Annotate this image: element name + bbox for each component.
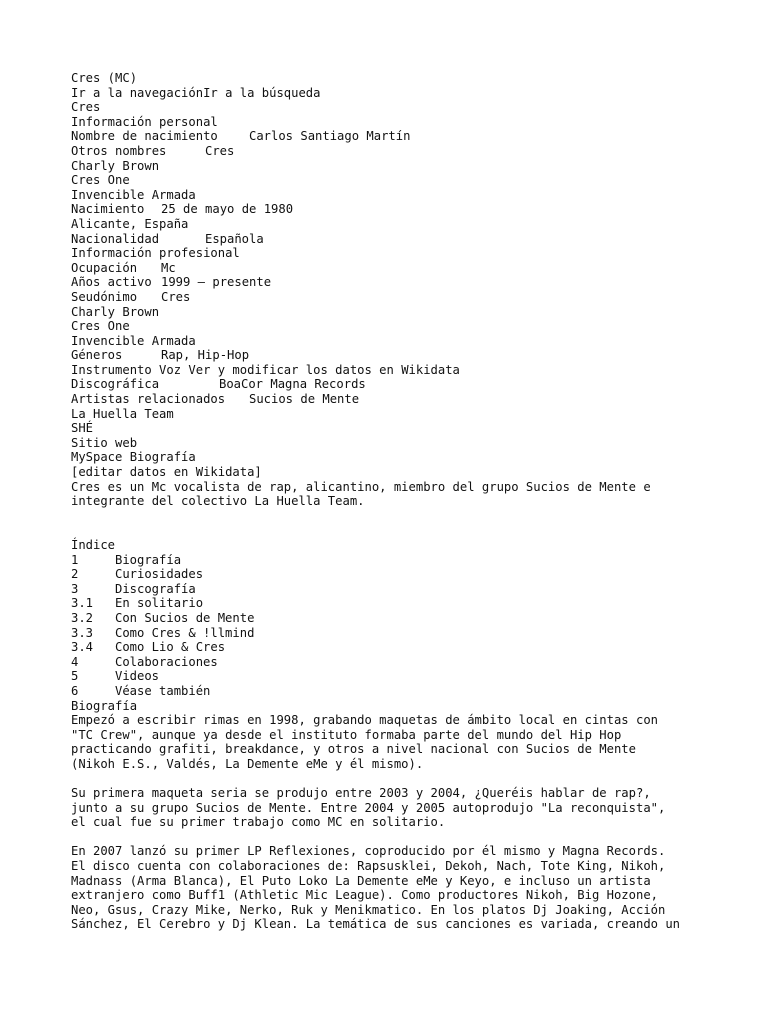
related-artist[interactable]: SHÉ <box>71 421 94 436</box>
related-artist[interactable]: Sucios de Mente <box>249 392 360 407</box>
edit-wikidata-link[interactable]: [editar datos en Wikidata] <box>71 465 262 480</box>
related-artists-label: Artistas relacionados <box>71 392 226 407</box>
toc-item-number: 3 <box>71 581 79 596</box>
toc-item-number: 3.3 <box>71 625 94 640</box>
toc-item-label[interactable]: Como Lio & Cres <box>115 640 226 655</box>
genres-label: Géneros <box>71 348 123 363</box>
toc-item-number: 6 <box>71 683 79 698</box>
text-line: Empezó a escribir rimas en 1998, grabando maquetas de ámbito local en cintas con <box>71 713 658 728</box>
pseudonym: Invencible Armada <box>71 333 196 348</box>
other-names-label: Otros nombres <box>71 143 167 158</box>
toc-item-label[interactable]: Curiosidades <box>115 567 204 582</box>
toc-item-label[interactable]: Discografía <box>115 581 196 596</box>
biography-section <box>71 699 751 933</box>
toc-item-label[interactable]: Véase también <box>115 683 211 698</box>
text-line: (Nikoh E.S., Valdés, La Demente eMe y él mismo). <box>71 756 424 771</box>
text-line: "TC Crew", aunque ya desde el instituto formaba parte del mundo del Hip Hop <box>71 727 622 742</box>
toc-item-label[interactable]: Colaboraciones <box>115 654 218 669</box>
birth-place[interactable]: Alicante, España <box>71 216 189 231</box>
wikidata-link[interactable]: Ver y modificar los datos en Wikidata <box>188 362 460 377</box>
birth-name-label: Nombre de nacimiento <box>71 129 218 144</box>
paragraph <box>71 844 751 932</box>
birth-date[interactable]: 25 de mayo de 1980 <box>161 202 294 217</box>
pseudonym: Charly Brown <box>71 304 160 319</box>
nationality-value[interactable]: Española <box>205 231 264 246</box>
toc-heading: Índice <box>71 538 116 552</box>
document-page <box>71 71 751 932</box>
skip-to-navigation-link[interactable]: Ir a la navegación <box>71 85 204 100</box>
toc-item-number: 3.1 <box>71 596 94 611</box>
related-artist[interactable]: La Huella Team <box>71 406 174 421</box>
other-names-row <box>71 144 751 159</box>
pseudonym-label: Seudónimo <box>71 289 138 304</box>
text-line: En 2007 lanzó su primer LP Reflexiones, coproducido por él mismo y Magna Records. <box>71 844 666 859</box>
toc-item-number: 4 <box>71 654 79 669</box>
pseudonym-row <box>71 290 751 305</box>
toc-item-label[interactable]: Como Cres & !llmind <box>115 625 255 640</box>
text-line: El disco cuenta con colaboraciones de: Rapsusklei, Dekoh, Nach, Tote King, Nikoh, <box>71 859 666 874</box>
toc-item-label[interactable]: En solitario <box>115 596 204 611</box>
record-label-label: Discográfica <box>71 377 160 392</box>
other-name[interactable]: Cres <box>205 143 235 158</box>
table-of-contents <box>71 538 751 699</box>
instrument-text: Instrumento Voz <box>71 362 182 377</box>
infobox <box>71 100 751 479</box>
text-line: practicando grafiti, breakdance, y otros a nivel nacional con Sucios de Mente <box>71 742 636 757</box>
toc-item[interactable] <box>71 655 751 670</box>
birth-name-row <box>71 129 751 144</box>
related-artists-row <box>71 392 751 407</box>
toc-item[interactable] <box>71 567 751 582</box>
active-years-label: Años activo <box>71 275 152 290</box>
text-line: junto a su grupo Sucios de Mente. Entre 2004 y 2005 autoprodujo "La reconquista", <box>71 800 666 815</box>
toc-item[interactable] <box>71 582 751 597</box>
text-line: Sánchez, El Cerebro y Dj Klean. La temática de sus canciones es variada, creando un <box>71 917 681 932</box>
occupation-row <box>71 261 751 276</box>
toc-item-label[interactable]: Biografía <box>115 552 182 567</box>
genres-value[interactable]: Rap, Hip-Hop <box>161 348 250 363</box>
birth-name-value: Carlos Santiago Martín <box>249 129 411 144</box>
toc-item[interactable] <box>71 640 751 655</box>
active-years-row <box>71 275 751 290</box>
birth-row <box>71 202 751 217</box>
toc-item-number: 2 <box>71 567 79 582</box>
toc-item-number: 3.4 <box>71 640 94 655</box>
toc-item-number: 3.2 <box>71 610 94 625</box>
text-line: el cual fue su primer trabajo como MC en solitario. <box>71 815 446 830</box>
toc-item-label[interactable]: Videos <box>115 669 160 684</box>
active-years-value: 1999 — presente <box>161 275 272 290</box>
infobox-name: Cres <box>71 100 101 115</box>
toc-item-number: 1 <box>71 552 79 567</box>
pseudonym: Cres <box>161 289 191 304</box>
toc-item[interactable] <box>71 626 751 641</box>
text-line: extranjero como Buff1 (Athletic Mic League). Como productores Nikoh, Big Hozone, <box>71 888 658 903</box>
birth-label: Nacimiento <box>71 202 145 217</box>
text-line: Su primera maqueta seria se produjo entre 2003 y 2004, ¿Queréis hablar de rap?, <box>71 786 651 801</box>
other-name: Cres One <box>71 173 130 188</box>
record-label-value[interactable]: BoaCor Magna Records <box>219 377 366 392</box>
professional-info-heading: Información profesional <box>71 246 240 261</box>
toc-item[interactable] <box>71 669 751 684</box>
text-line: Neo, Gsus, Crazy Mike, Nerko, Ruk y Menikmatico. En los platos Dj Joaking, Acción <box>71 902 666 917</box>
page-title: Cres (MC) <box>71 71 138 85</box>
pseudonym: Cres One <box>71 319 130 334</box>
instrument-row <box>71 363 751 378</box>
skip-links <box>71 86 751 101</box>
occupation-label: Ocupación <box>71 260 138 275</box>
toc-item[interactable] <box>71 684 751 699</box>
personal-info-heading: Información personal <box>71 114 218 129</box>
other-name: Invencible Armada <box>71 187 196 202</box>
toc-item[interactable] <box>71 596 751 611</box>
toc-item[interactable] <box>71 553 751 568</box>
nationality-label: Nacionalidad <box>71 231 160 246</box>
skip-to-search-link[interactable]: Ir a la búsqueda <box>203 85 321 100</box>
toc-item-label[interactable]: Con Sucios de Mente <box>115 610 255 625</box>
other-name: Charly Brown <box>71 158 160 173</box>
toc-item[interactable] <box>71 611 751 626</box>
paragraph <box>71 713 751 771</box>
text-line: integrante del colectivo La Huella Team. <box>71 494 365 509</box>
paragraph <box>71 786 751 830</box>
nationality-row <box>71 232 751 247</box>
occupation-value[interactable]: Mc <box>161 260 176 275</box>
text-line: Madnass (Arma Blanca), El Puto Loko La Demente eMe y Keyo, e incluso un artista <box>71 873 651 888</box>
genres-row <box>71 348 751 363</box>
website-link[interactable]: MySpace Biografía <box>71 450 196 465</box>
toc-item-number: 5 <box>71 669 79 684</box>
intro-paragraph <box>71 480 751 509</box>
text-line: Cres es un Mc vocalista de rap, alicantino, miembro del grupo Sucios de Mente e <box>71 479 651 494</box>
website-label: Sitio web <box>71 435 138 450</box>
record-label-row <box>71 377 751 392</box>
section-heading: Biografía <box>71 698 138 713</box>
